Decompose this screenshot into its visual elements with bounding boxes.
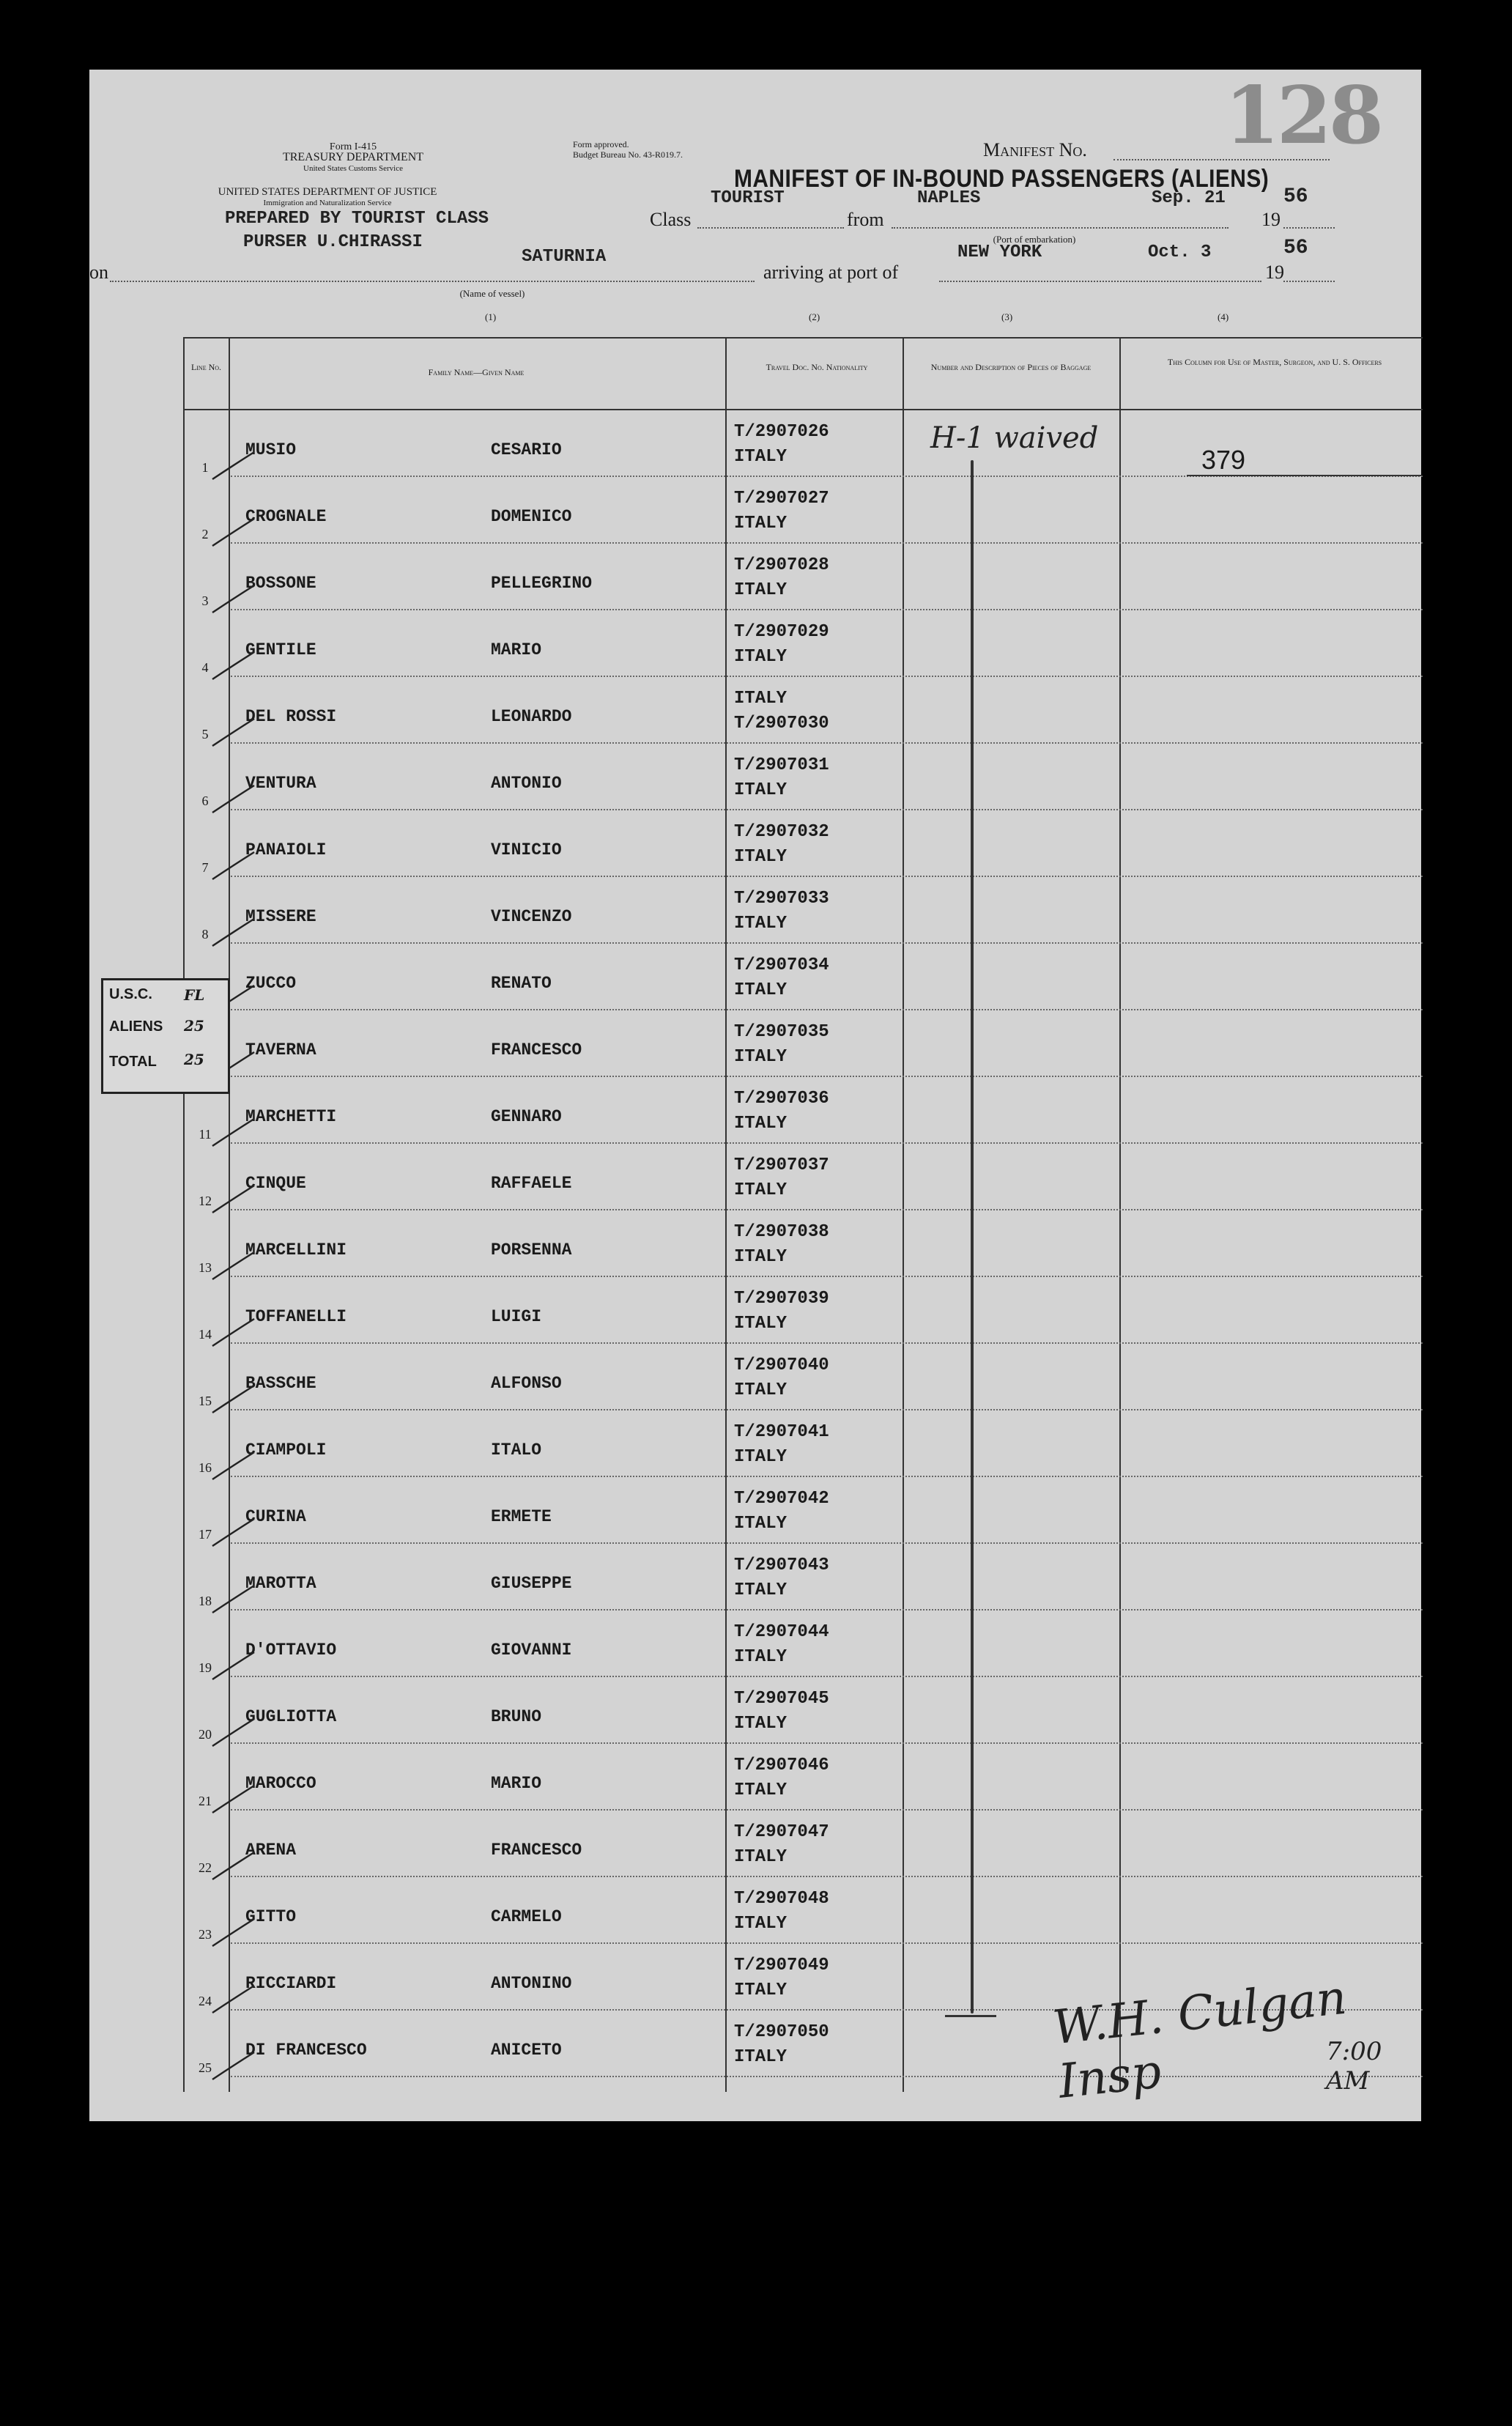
year-2: 56 [1283,237,1308,259]
stamp-line-3: TOTAL [109,1054,157,1070]
given-name: FRANCESCO [491,1841,582,1860]
line-number: 18 [199,1594,212,1608]
manifest-sheet [89,70,1421,2121]
family-name: TOFFANELLI [245,1307,347,1326]
travel-doc-number: ITALY [734,689,788,709]
header-officers: This Column for Use of Master, Surgeon, and U. S. Officers [1167,357,1382,367]
family-name: MAROCCO [245,1774,316,1793]
given-name: MARIO [491,1774,542,1793]
family-name: GENTILE [245,640,316,659]
line-number: 15 [199,1394,212,1408]
nationality: ITALY [734,847,788,867]
line-number: 23 [199,1927,212,1942]
line-number: 20 [199,1727,212,1742]
family-name: TAVERNA [245,1040,316,1059]
arrival-date: Oct. 3 [1148,243,1212,262]
baggage-ditto-end [945,2015,996,2017]
table-row [183,1210,1423,1277]
year-line-2 [1283,281,1335,282]
given-name: PELLEGRINO [491,574,593,593]
given-name: VINCENZO [491,907,572,926]
purser-name: PURSER U.CHIRASSI [243,232,423,252]
family-name: DI FRANCESCO [245,2041,367,2060]
nationality: ITALY [734,1047,788,1067]
given-name: PORSENNA [491,1240,572,1260]
line-number: 17 [199,1527,212,1542]
officer-number-line [1187,475,1421,476]
nationality: ITALY [734,514,788,533]
line-number: 13 [199,1260,212,1275]
travel-doc-number: T/2907027 [734,489,829,509]
family-name: ZUCCO [245,974,297,993]
customs-label: United States Customs Service [303,164,403,173]
line-number: 4 [201,660,209,675]
travel-doc-number: T/2907034 [734,955,829,975]
given-name: CESARIO [491,440,562,459]
given-name: GIUSEPPE [491,1574,572,1593]
treasury-label: TREASURY DEPARTMENT [282,151,424,163]
travel-doc-number: T/2907035 [734,1022,829,1042]
travel-doc-number: T/2907047 [734,1822,829,1842]
line-number: 11 [199,1127,212,1142]
travel-doc-number: T/2907044 [734,1622,829,1642]
table-row [183,1811,1423,1877]
nationality: ITALY [734,1914,788,1934]
travel-doc-number: T/2907033 [734,889,829,909]
family-name: RICCIARDI [245,1974,337,1993]
given-name: FRANCESCO [491,1040,582,1059]
given-name: ANICETO [491,2041,562,2060]
given-name: LUIGI [491,1307,542,1326]
stamp-value-1: FL [184,986,205,1004]
travel-doc-number: T/2907036 [734,1089,829,1109]
family-name: CINQUE [245,1174,306,1193]
class-label: Class [650,209,692,230]
line-number: 16 [199,1460,212,1475]
table-row [183,544,1423,610]
given-name: RAFFAELE [491,1174,572,1193]
from-value: NAPLES [917,188,981,208]
officer-number: 379 [1201,445,1246,475]
arriving-label: arriving at port of [763,262,899,283]
line-number: 8 [201,927,209,942]
stamp-value-2: 25 [184,1017,204,1035]
table-row [183,1344,1423,1410]
family-name: D'OTTAVIO [245,1641,337,1660]
table-row [183,1744,1423,1811]
given-name: VINICIO [491,840,562,859]
stamp-line-1: U.S.C. [109,986,152,1002]
nationality: ITALY [734,647,788,667]
header-doc: Travel Doc. No. Nationality [766,362,868,372]
header-line-no: Line No. [190,362,222,372]
family-name: BOSSONE [245,574,316,593]
from-line [892,227,1228,229]
check-mark-icon [209,2046,260,2083]
table-row [183,1877,1423,1944]
given-name: MARIO [491,640,542,659]
travel-doc-number: T/2907037 [734,1155,829,1175]
nationality: ITALY [734,1247,788,1267]
nationality: ITALY [734,780,788,800]
nationality: ITALY [734,1981,788,2000]
page-number: 128 [1224,70,1381,162]
line-number: 22 [199,1860,212,1875]
nationality: ITALY [734,1714,788,1734]
header-name: Family Name—Given Name [428,367,525,377]
table-row [183,1610,1423,1677]
column-number-1: (1) [485,311,497,322]
nationality: ITALY [734,1114,788,1134]
travel-doc-number: T/2907038 [734,1222,829,1242]
table-row [183,1077,1423,1144]
family-name: MUSIO [245,440,297,459]
nationality: ITALY [734,1847,788,1867]
table-row [183,1544,1423,1610]
family-name: MARCELLINI [245,1240,347,1260]
line-number: 3 [201,593,209,608]
table-row [183,677,1423,744]
travel-doc-number: T/2907040 [734,1356,829,1375]
inspection-time: 7:00 AM [1326,2037,1382,2096]
vessel-line [110,281,755,282]
port-caption: (Port of embarkation) [993,234,1076,245]
justice-label: UNITED STATES DEPARTMENT OF JUSTICE [218,186,437,198]
class-value: TOURIST [711,188,785,208]
family-name: CIAMPOLI [245,1441,327,1460]
from-label: from [847,209,884,230]
year-prefix-2: 19 [1265,262,1284,283]
line-number: 7 [201,860,209,875]
family-name: MARCHETTI [245,1107,337,1126]
stamp-value-3: 25 [184,1051,204,1068]
travel-doc-number: T/2907031 [734,755,829,775]
given-name: GIOVANNI [491,1641,572,1660]
prepared-by: PREPARED BY TOURIST CLASS [225,209,489,229]
immigration-label: Immigration and Naturalization Service [263,199,392,207]
travel-doc-number: T/2907046 [734,1756,829,1775]
line-number: 21 [199,1794,212,1808]
nationality: ITALY [734,447,788,467]
manifest-title: MANIFEST OF IN-BOUND PASSENGERS (ALIENS) [734,165,1270,193]
given-name: BRUNO [491,1707,542,1726]
nationality: ITALY [734,580,788,600]
table-row [183,944,1423,1010]
line-number: 6 [201,794,209,808]
table-row [183,1144,1423,1210]
family-name: GUGLIOTTA [245,1707,337,1726]
class-line [697,227,844,229]
family-name: PANAIOLI [245,840,327,859]
form-approved: Form approved. [573,139,629,149]
line-number: 25 [199,2060,212,2075]
form-number: Form I-415 [329,141,377,152]
given-name: ANTONIO [491,774,562,793]
year-prefix-1: 19 [1261,209,1281,230]
nationality: ITALY [734,1647,788,1667]
nationality: ITALY [734,1380,788,1400]
nationality: T/2907030 [734,714,829,733]
nationality: ITALY [734,914,788,933]
line-number: 1 [201,460,209,475]
family-name: CURINA [245,1507,306,1526]
travel-doc-number: T/2907041 [734,1422,829,1442]
family-name: GITTO [245,1907,297,1926]
given-name: ITALO [491,1441,542,1460]
family-name: VENTURA [245,774,316,793]
departure-date: Sep. 21 [1152,188,1226,208]
given-name: RENATO [491,974,552,993]
nationality: ITALY [734,980,788,1000]
travel-doc-number: T/2907048 [734,1889,829,1909]
budget-bureau: Budget Bureau No. 43-R019.7. [573,149,683,160]
nationality: ITALY [734,1780,788,1800]
table-row [183,1277,1423,1344]
nationality: ITALY [734,2047,788,2067]
travel-doc-number: T/2907049 [734,1956,829,1975]
inspector-signature: W.H. Culgan Insp [1050,1970,1349,2109]
travel-doc-number: T/2907029 [734,622,829,642]
given-name: GENNARO [491,1107,562,1126]
column-number-3: (3) [1001,311,1013,322]
arrival-port: NEW YORK [957,243,1042,262]
line-number: 19 [199,1660,212,1675]
vessel-caption: (Name of vessel) [459,288,525,299]
family-name: MISSERE [245,907,316,926]
nationality: ITALY [734,1314,788,1334]
table-row [183,477,1423,544]
nationality: ITALY [734,1180,788,1200]
travel-doc-number: T/2907026 [734,422,829,442]
given-name: ERMETE [491,1507,552,1526]
column-number-4: (4) [1218,311,1229,322]
given-name: CARMELO [491,1907,562,1926]
arrival-line [939,281,1261,282]
nationality: ITALY [734,1580,788,1600]
table-row [183,1677,1423,1744]
family-name: MAROTTA [245,1574,316,1593]
stamp-line-2: ALIENS [109,1018,163,1035]
travel-doc-number: T/2907050 [734,2022,829,2042]
family-name: ARENA [245,1841,297,1860]
travel-doc-number: T/2907043 [734,1556,829,1575]
family-name: BASSCHE [245,1374,316,1393]
travel-doc-number: T/2907028 [734,555,829,575]
nationality: ITALY [734,1514,788,1534]
table-top-border [183,337,1423,339]
family-name: DEL ROSSI [245,707,337,726]
line-number: 5 [201,727,209,742]
baggage-note: H-1 waived [930,421,1099,455]
given-name: ALFONSO [491,1374,562,1393]
table-row [183,1477,1423,1544]
year-1: 56 [1283,185,1308,208]
given-name: ANTONINO [491,1974,572,1993]
line-number: 2 [201,527,209,541]
vessel-name: SATURNIA [522,247,607,267]
table-row [183,877,1423,944]
manifest-no-label: Manifest No. [983,139,1087,160]
travel-doc-number: T/2907039 [734,1289,829,1309]
line-number: 24 [199,1994,212,2008]
header-baggage: Number and Description of Pieces of Baggage [930,362,1092,372]
table-row [183,744,1423,810]
on-label: on [89,262,108,283]
table-row [183,1410,1423,1477]
family-name: CROGNALE [245,507,327,526]
line-number: 12 [199,1194,212,1208]
passenger-table [183,337,1423,2109]
travel-doc-number: T/2907045 [734,1689,829,1709]
alien-count-stamp [101,978,230,1094]
table-row [183,1010,1423,1077]
column-number-2: (2) [809,311,820,322]
year-line-1 [1283,227,1335,229]
line-number: 14 [199,1327,212,1342]
given-name: DOMENICO [491,507,572,526]
baggage-ditto-line [971,460,974,2013]
nationality: ITALY [734,1447,788,1467]
travel-doc-number: T/2907042 [734,1489,829,1509]
travel-doc-number: T/2907032 [734,822,829,842]
table-row [183,610,1423,677]
table-row [183,810,1423,877]
given-name: LEONARDO [491,707,572,726]
manifest-no-line [1113,159,1330,160]
